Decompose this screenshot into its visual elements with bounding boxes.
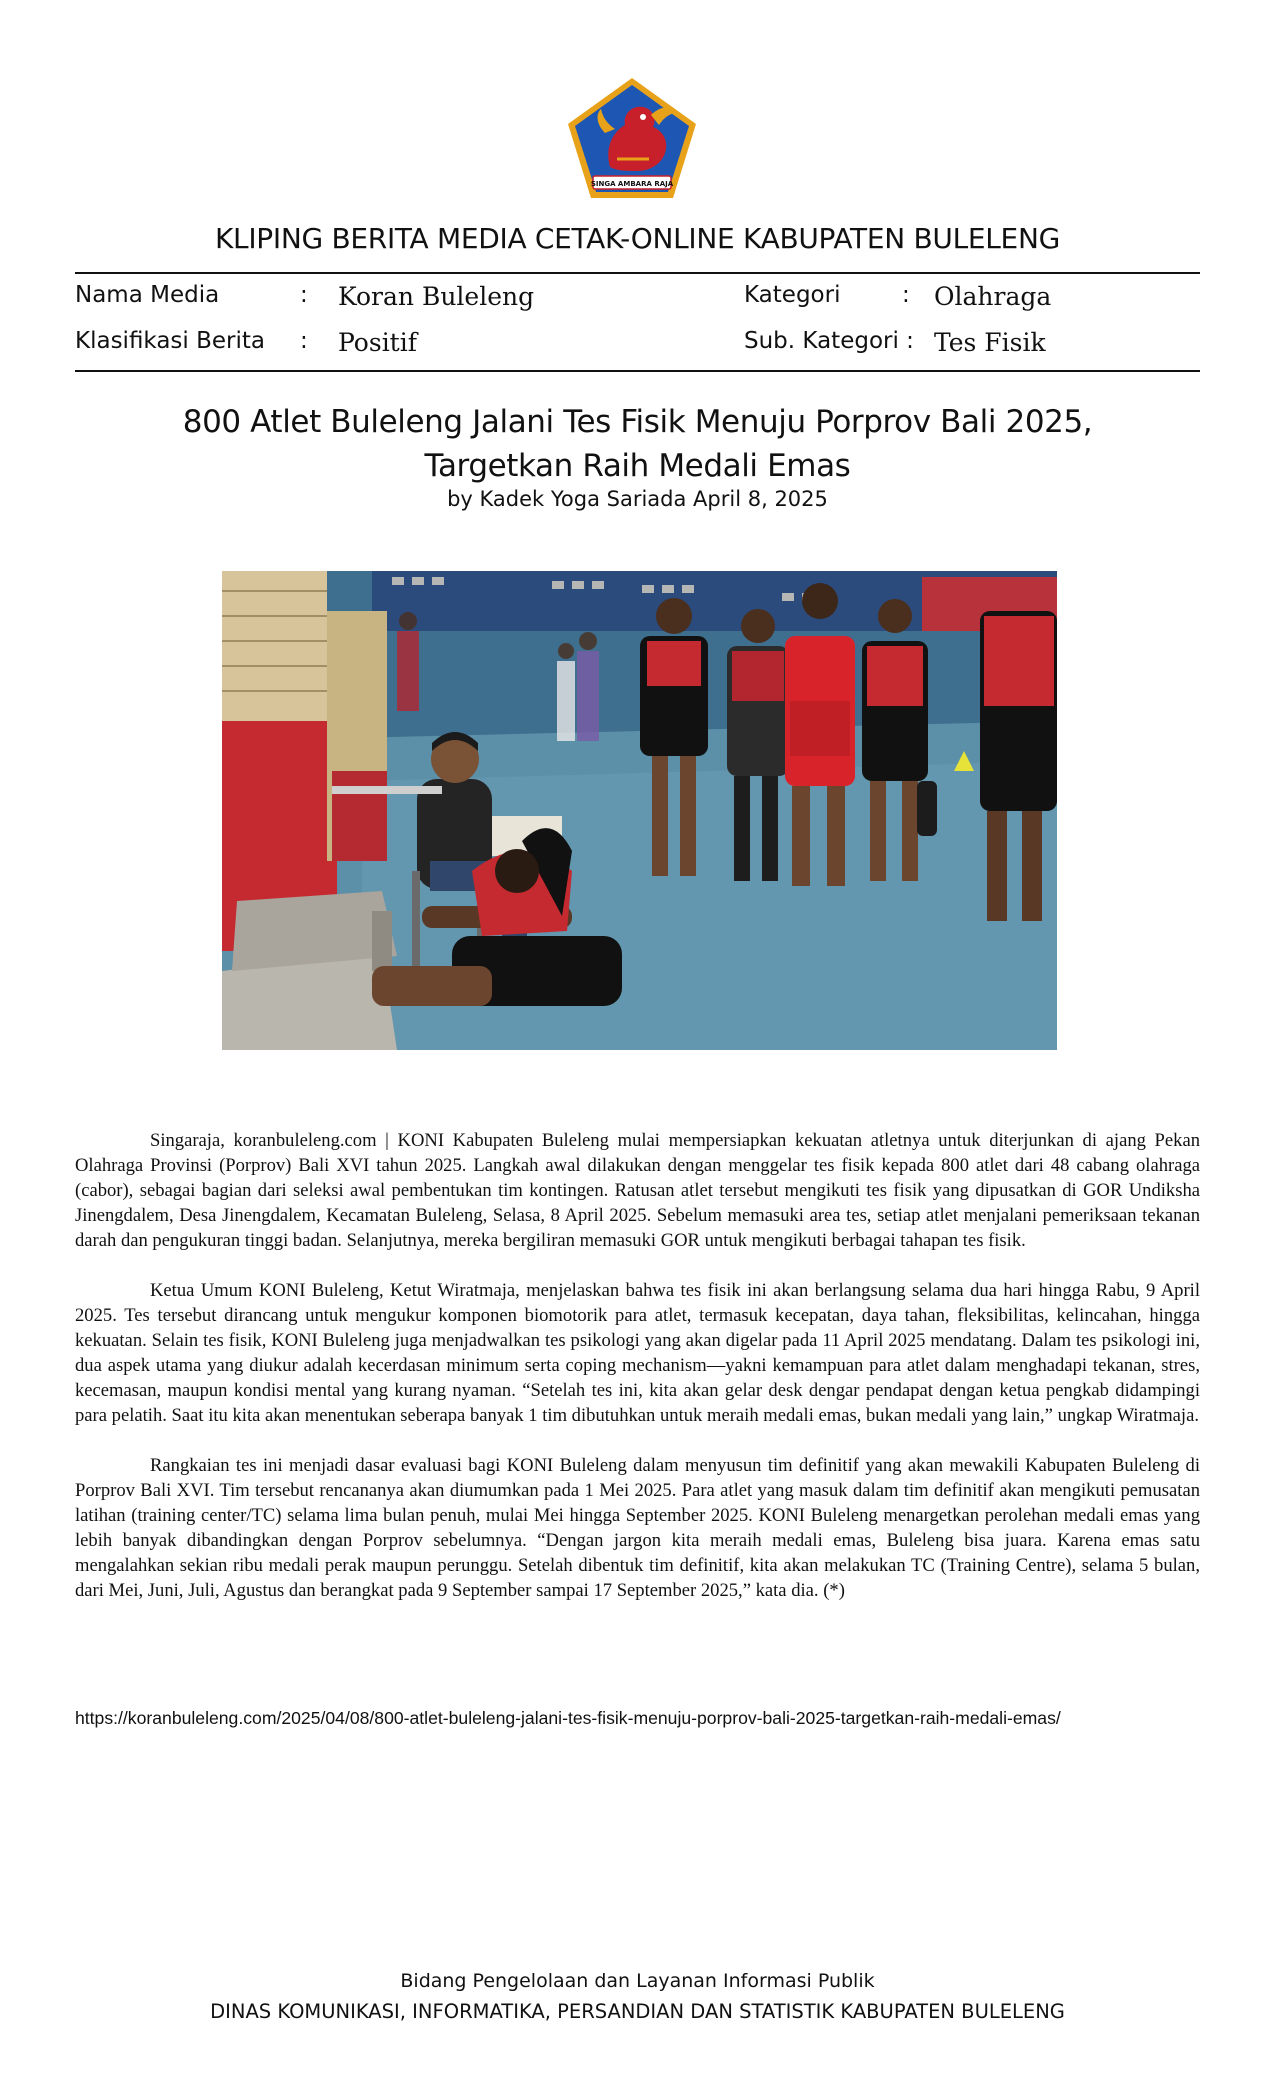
article-paragraph: Singaraja, koranbuleleng.com | KONI Kabupaten Buleleng mulai mempersiapkan kekuatan atletnya untuk diterjunkan di ajang Pekan Olahraga Provinsi (Porprov) Bali XVI tahun 2025. Langkah awal dilakukan dengan menggelar tes fisik kepada 800 atlet dari 48 cabang olahraga (cabor), sebagai bagian dari seleksi awal pembentukan tim kontingen. Ratusan atlet tersebut mengikuti tes fisik yang dipusatkan di GOR Undiksha Jinengdalem, Desa Jinengdalem, Kecamatan Buleleng, Selasa, 8 April 2025. Sebelum memasuki area tes, setiap atlet menjalani pemeriksaan tekanan darah dan pengukuran tinggi badan. Selanjutnya, mereka bergiliran memasuki GOR untuk mengikuti berbagai tahapan tes fisik. xyxy=(75,1130,1200,1251)
nama-media-colon: : xyxy=(300,282,308,308)
footer-division: Bidang Pengelolaan dan Layanan Informasi Publik xyxy=(400,1970,875,1992)
kategori-label: Kategori xyxy=(744,282,841,308)
header-top-rule xyxy=(75,272,1200,274)
nama-media-label: Nama Media xyxy=(75,282,220,308)
klasifikasi-berita-colon: : xyxy=(300,328,308,354)
kategori-value: Olahraga xyxy=(934,282,1052,311)
article-title-line-2: Targetkan Raih Medali Emas xyxy=(424,448,851,484)
article-title xyxy=(75,400,1200,488)
article-paragraph: Ketua Umum KONI Buleleng, Ketut Wiratmaja, menjelaskan bahwa tes fisik ini akan berlangsung selama dua hari hingga Rabu, 9 April 2025. Tes tersebut dirancang untuk mengukur komponen biomotorik para atlet, termasuk kecepatan, daya tahan, fleksibilitas, kelincahan, hingga kekuatan. Selain tes fisik, KONI Buleleng juga menjadwalkan tes psikologi yang akan digelar pada 11 April 2025 mendatang. Dalam tes psikologi ini, dua aspek utama yang diukur adalah kecerdasan minimum serta coping mechanism—yakni kemampuan para atlet dalam menghadapi tekanan, stres, kecemasan, maupun kondisi mental yang kurang nyaman. “Setelah tes ini, kita akan gelar desk dengar pendapat dengan ketua pengkab didampingi para pelatih. Saat itu kita akan menentukan seberapa banyak 1 tim dibutuhkan untuk meraih medali emas, bukan medali yang lain,” ungkap Wiratmaja. xyxy=(75,1280,1200,1426)
sub-kategori-label: Sub. Kategori : xyxy=(744,328,914,354)
source-url-link[interactable]: https://koranbuleleng.com/2025/04/08/800-atlet-buleleng-jalani-tes-fisik-menuju-porprov-bali-2025-targetkan-raih-medali-emas/ xyxy=(75,1708,1061,1728)
sub-kategori-value: Tes Fisik xyxy=(934,328,1046,357)
article-title-line-1: 800 Atlet Buleleng Jalani Tes Fisik Menuju Porprov Bali 2025, xyxy=(182,404,1093,440)
klasifikasi-berita-label: Klasifikasi Berita xyxy=(75,328,266,354)
nama-media-value: Koran Buleleng xyxy=(338,282,535,311)
article-body xyxy=(75,1128,1200,1628)
article-byline: by Kadek Yoga Sariada April 8, 2025 xyxy=(447,487,828,511)
article-paragraph: Rangkaian tes ini menjadi dasar evaluasi bagi KONI Buleleng dalam menyusun tim definitif yang akan mewakili Kabupaten Buleleng di Porprov Bali XVI. Tim tersebut rencananya akan diumumkan pada 1 Mei 2025. Para atlet yang masuk dalam tim definitif akan mengikuti pemusatan latihan (training center/TC) selama lima bulan penuh, mulai Mei hingga September 2025. KONI Buleleng menargetkan perolehan medali emas yang lebih banyak dibandingkan dengan Porprov sebelumnya. “Dengan jargon kita meraih medali emas, Buleleng bisa juara. Karena emas satu mengalahkan sekian ribu medali perak maupun perunggu. Setelah dibentuk tim definitif, kita akan melakukan TC (Training Centre), selama 5 bulan, dari Mei, Juni, Juli, Agustus dan berangkat pada 9 September sampai 17 September 2025,” kata dia. (*) xyxy=(75,1455,1200,1601)
kategori-colon: : xyxy=(902,282,910,308)
header-bottom-rule xyxy=(75,370,1200,372)
news-photo-athletes-sit-and-reach-test xyxy=(222,571,1057,1050)
footer-agency: DINAS KOMUNIKASI, INFORMATIKA, PERSANDIAN DAN STATISTIK KABUPATEN BULELENG xyxy=(210,2000,1065,2023)
svg-text:SINGA AMBARA RAJA: SINGA AMBARA RAJA xyxy=(590,180,674,188)
singa-ambara-raja-emblem-icon xyxy=(565,75,699,201)
klasifikasi-berita-value: Positif xyxy=(338,328,417,357)
clipping-header-title: KLIPING BERITA MEDIA CETAK-ONLINE KABUPATEN BULELENG xyxy=(214,222,1060,255)
